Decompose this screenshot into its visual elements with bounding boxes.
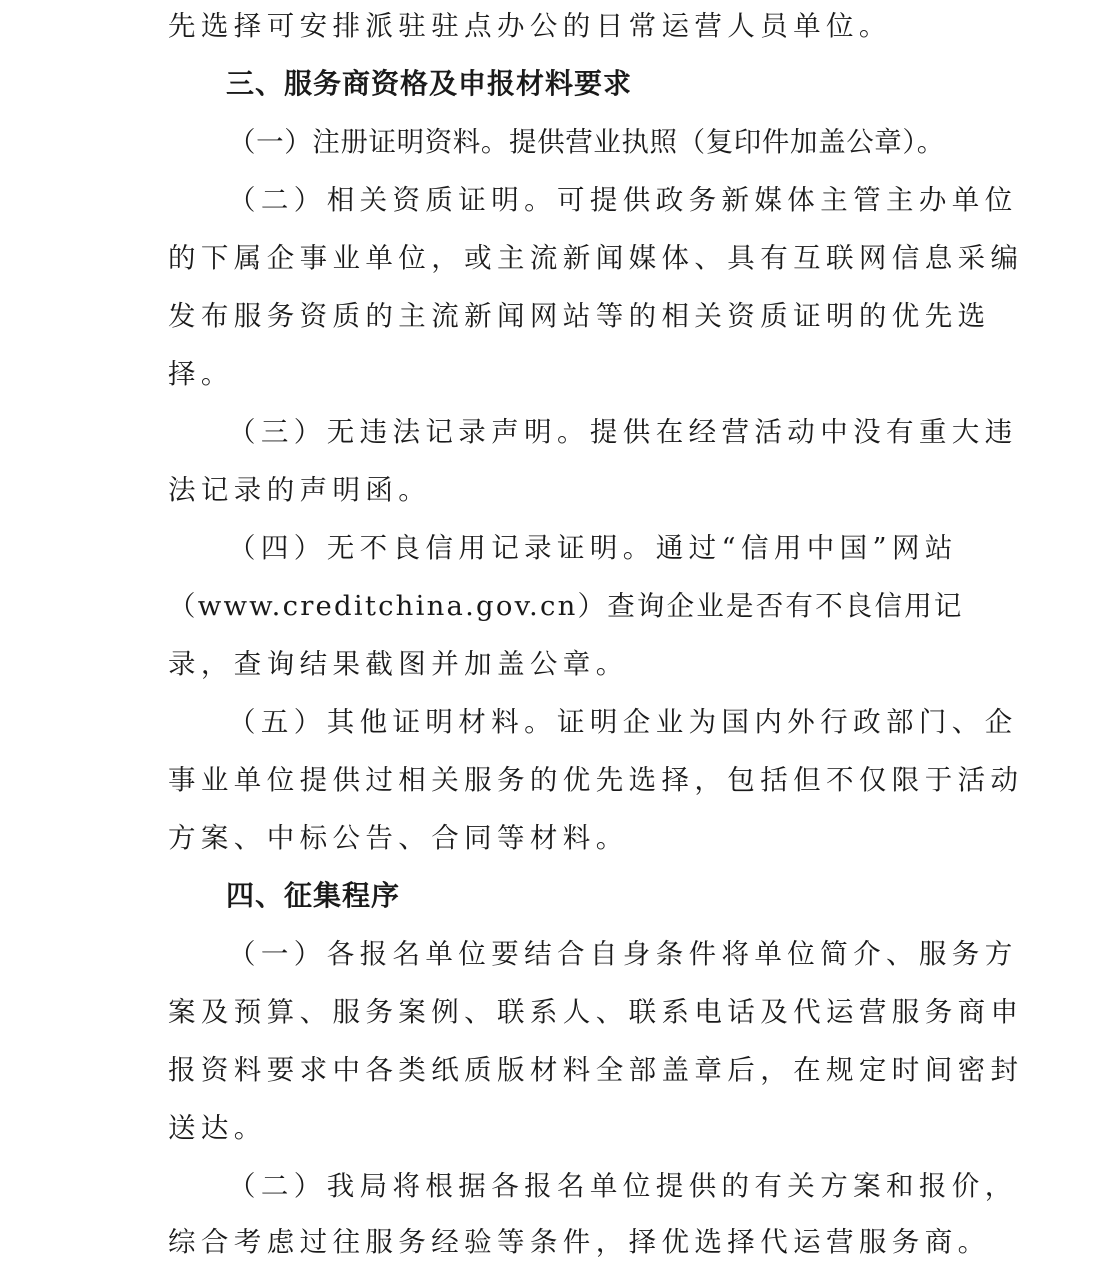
body-line: 案及预算、服务案例、联系人、联系电话及代运营服务商申 <box>168 996 1024 1028</box>
body-line: 发布服务资质的主流新闻网站等的相关资质证明的优先选 <box>168 300 991 332</box>
body-line: 法记录的声明函。 <box>168 474 432 506</box>
body-line: 综合考虑过往服务经验等条件，择优选择代运营服务商。 <box>168 1226 991 1258</box>
body-line: 方案、中标公告、合同等材料。 <box>168 822 629 854</box>
paragraph-line: （五）其他证明材料。证明企业为国内外行政部门、企 <box>228 706 1018 738</box>
section-heading: 三、服务商资格及申报材料要求 <box>226 67 633 100</box>
paragraph-line: （一）注册证明资料。提供营业执照（复印件加盖公章）。 <box>228 126 945 158</box>
body-line: 报资料要求中各类纸质版材料全部盖章后，在规定时间密封 <box>168 1054 1024 1086</box>
body-line-url: （www.creditchina.gov.cn）查询企业是否有不良信用记 <box>168 590 964 622</box>
paragraph-line: （二）我局将根据各报名单位提供的有关方案和报价， <box>228 1170 1018 1202</box>
paragraph-line: （二）相关资质证明。可提供政务新媒体主管主办单位 <box>228 184 1018 216</box>
paragraph-line: （三）无违法记录声明。提供在经营活动中没有重大违 <box>228 416 1018 448</box>
section-heading: 四、征集程序 <box>226 879 401 912</box>
body-line: 录，查询结果截图并加盖公章。 <box>168 648 629 680</box>
body-line: 送达。 <box>168 1112 267 1144</box>
body-line: 择。 <box>168 358 234 390</box>
body-line: 的下属企事业单位，或主流新闻媒体、具有互联网信息采编 <box>168 242 1024 274</box>
body-line: 事业单位提供过相关服务的优先选择，包括但不仅限于活动 <box>168 764 1024 796</box>
paragraph-line: （一）各报名单位要结合自身条件将单位简介、服务方 <box>228 938 1018 970</box>
body-line: 先选择可安排派驻驻点办公的日常运营人员单位。 <box>168 10 892 42</box>
paragraph-line: （四）无不良信用记录证明。通过“信用中国”网站 <box>228 532 958 564</box>
